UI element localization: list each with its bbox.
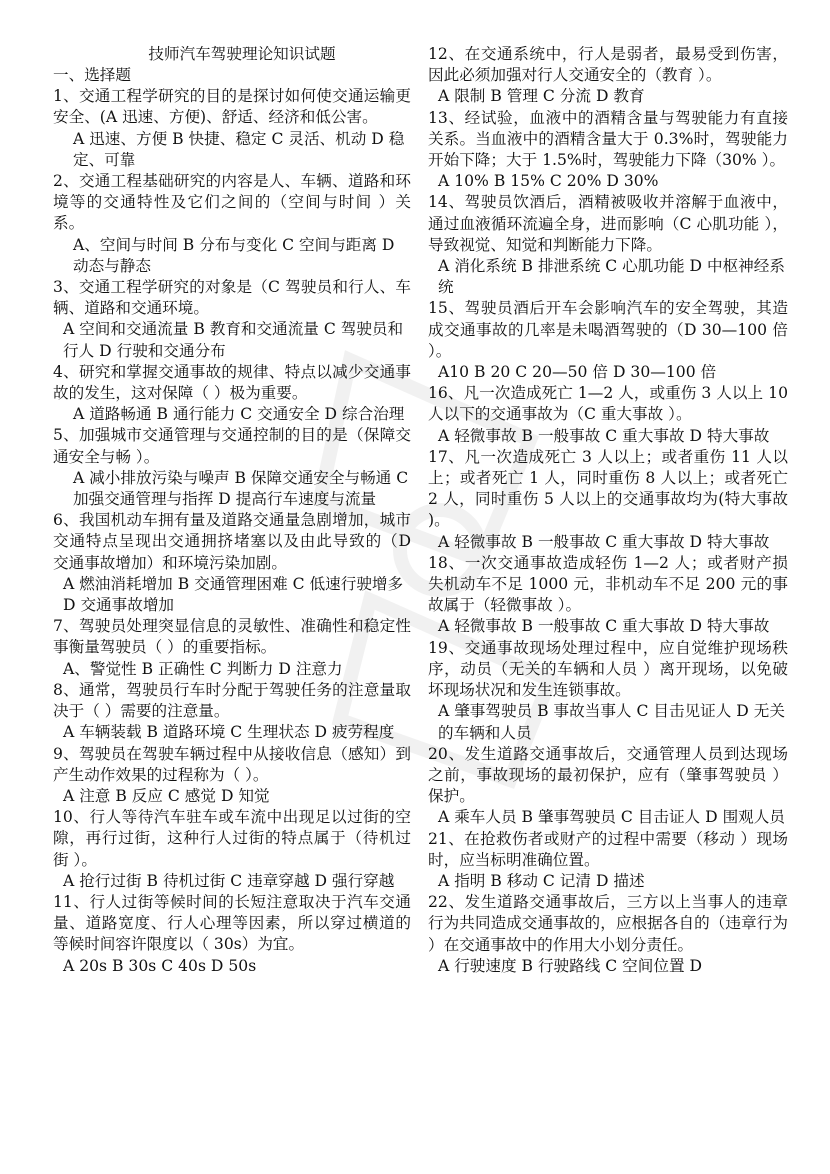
left-column — [53, 44, 411, 977]
options-16: A 轻微事故 B 一般事故 C 重大事故 D 特大事故 — [438, 426, 770, 445]
question-18: 18、一次交通事故造成轻伤 1—2 人；或者财产损失机动车不足 1000 元，非机动车不足 200 元的事故属于（轻微事故 ）。 — [428, 553, 788, 615]
options-8: A 车辆装载 B 道路环境 C 生理状态 D 疲劳程度 — [63, 723, 395, 742]
question-8: 8、通常，驾驶员行车时分配于驾驶任务的注意量取决于（ ）需要的注意量。 — [53, 680, 411, 721]
options-7: A、警觉性 B 正确性 C 判断力 D 注意力 — [63, 659, 343, 678]
options-9: A 注意 B 反应 C 感觉 D 知觉 — [63, 786, 270, 805]
question-2: 2、交通工程基础研究的内容是人、车辆、道路和环境等的交通特性及它们之间的（空间与时间 ）关系。 — [53, 172, 411, 233]
options-20: A 乘车人员 B 肇事驾驶员 C 目击证人 D 围观人员 — [438, 808, 785, 827]
question-4: 4、研究和掌握交通事故的规律、特点以减少交通事故的发生，这对保障（ ）极为重要。 — [53, 362, 411, 403]
options-2: A、空间与时间 B 分布与变化 C 空间与距离 D 动态与静态 — [73, 235, 395, 275]
question-1: 1、交通工程学研究的目的是探讨如何使交通运输更安全、(A 迅速、方便)、舒适、经济和低公害。 — [53, 87, 411, 127]
options-4: A 道路畅通 B 通行能力 C 交通安全 D 综合治理 — [73, 405, 405, 424]
options-13: A 10% B 15% C 20% D 30% — [438, 172, 659, 191]
question-9: 9、驾驶员在驾驶车辆过程中从接收信息（感知）到产生动作效果的过程称为（ ）。 — [53, 744, 411, 784]
right-column — [428, 44, 788, 977]
options-12: A 限制 B 管理 C 分流 D 教育 — [438, 87, 645, 106]
options-10: A 抢行过街 B 待机过街 C 违章穿越 D 强行穿越 — [63, 871, 395, 890]
question-5: 5、加强城市交通管理与交通控制的目的是（保障交通安全与畅 ）。 — [53, 426, 411, 466]
question-16: 16、凡一次造成死亡 1—2 人，或重伤 3 人以上 10 人以下的交通事故为（C 重大事故 ）。 — [428, 384, 788, 424]
question-11: 11、行人过街等候时间的长短注意取决于汽车交通量、道路宽度、行人心理等因素，所以穿过横道的等候时间容许限度以（ 30s）为宜。 — [53, 892, 411, 954]
question-10: 10、行人等待汽车驻车或车流中出现足以过街的空隙，再行过街，这种行人过街的特点属于（待机过街 ）。 — [53, 808, 411, 869]
options-14: A 消化系统 B 排泄系统 C 心肌功能 D 中枢神经系统 — [438, 257, 785, 297]
question-15: 15、驾驶员酒后开车会影响汽车的安全驾驶，其造成交通事故的几率是未喝酒驾驶的（D 30—100 倍 ）。 — [428, 299, 788, 360]
question-22: 22、发生道路交通事故后，三方以上当事人的违章行为共同造成交通事故的，应根据各自的（违章行为 ）在交通事故中的作用大小划分责任。 — [428, 893, 788, 954]
question-7: 7、驾驶员处理突显信息的灵敏性、准确性和稳定性事衡量驾驶员（ ）的重要指标。 — [53, 617, 411, 657]
options-17: A 轻微事故 B 一般事故 C 重大事故 D 特大事故 — [438, 532, 770, 551]
question-3: 3、交通工程学研究的对象是（C 驾驶员和行人、车辆、道路和交通环境。 — [53, 278, 411, 318]
question-14: 14、驾驶员饮酒后，酒精被吸收并溶解于血液中，通过血液循环流遍全身，进而影响（C 心肌功能 ），导致视觉、知觉和判断能力下降。 — [428, 193, 788, 254]
options-15: A10 B 20 C 20—50 倍 D 30—100 倍 — [438, 363, 717, 382]
options-5: A 减小排放污染与噪声 B 保障交通安全与畅通 C 加强交通管理与指挥 D 提高行车速度与流量 — [73, 468, 409, 509]
options-19: A 肇事驾驶员 B 事故当事人 C 目击见证人 D 无关的车辆和人员 — [438, 702, 785, 742]
options-18: A 轻微事故 B 一般事故 C 重大事故 D 特大事故 — [438, 617, 770, 636]
question-21: 21、在抢救伤者或财产的过程中需要（移动 ）现场时，应当标明准确位置。 — [428, 829, 788, 869]
options-6: A 燃油消耗增加 B 交通管理困难 C 低速行驶增多 D 交通事故增加 — [63, 574, 404, 615]
question-20: 20、发生道路交通事故后，交通管理人员到达现场之前，事故现场的最初保护，应有（肇事驾驶员 ）保护。 — [428, 744, 788, 806]
question-13: 13、经试验，血液中的酒精含量与驾驶能力有直接关系。当血液中的酒精含量大于 0.3%时，驾驶能力开始下降；大于 1.5%时，驾驶能力下降（30% ）。 — [428, 108, 788, 170]
question-17: 17、凡一次造成死亡 3 人以上；或者重伤 11 人以上；或者死亡 1 人，同时重伤 8 人以上；或者死亡 2 人，同时重伤 5 人以上的交通事故均为(特大事故 )。 — [428, 447, 788, 530]
question-19: 19、交通事故现场处理过程中，应自觉维护现场秩序，动员（无关的车辆和人员 ）离开现场，以免破坏现场状况和发生连锁事故。 — [428, 638, 788, 700]
options-11: A 20s B 30s C 40s D 50s — [63, 956, 257, 975]
section-heading: 一、选择题 — [53, 66, 131, 84]
options-1: A 迅速、方便 B 快捷、稳定 C 灵活、机动 D 稳定、可靠 — [73, 129, 405, 169]
options-22: A 行驶速度 B 行驶路线 C 空间位置 D — [438, 956, 703, 975]
question-6: 6、我国机动车拥有量及道路交通量急剧增加，城市交通特点呈现出交通拥挤堵塞以及由此导致的（D 交通事故增加）和环境污染加剧。 — [53, 511, 411, 572]
page-title: 技师汽车驾驶理论知识试题 — [148, 45, 336, 63]
question-12: 12、在交通系统中，行人是弱者，最易受到伤害，因此必须加强对行人交通安全的（教育 ）。 — [428, 45, 788, 85]
options-3: A 空间和交通流量 B 教育和交通流量 C 驾驶员和行人 D 行驶和交通分布 — [63, 320, 404, 360]
options-21: A 指明 B 移动 C 记清 D 描述 — [438, 871, 645, 890]
